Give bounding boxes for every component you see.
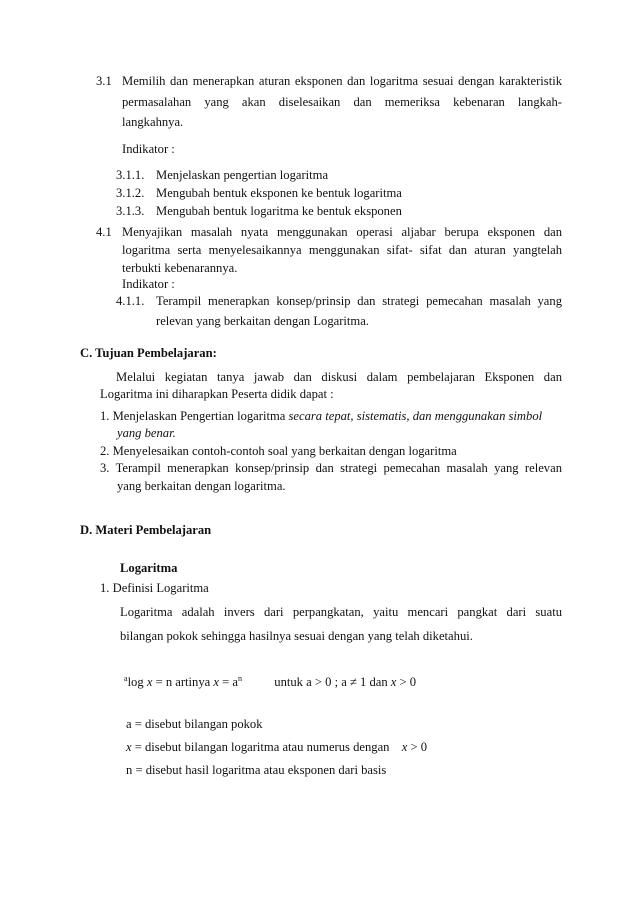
kd-3-1-line-2: permasalahan yang akan diselesaikan dan memeriksa kebenaran langkah- [122,95,562,109]
indikator-3-1-2-text: Mengubah bentuk eksponen ke bentuk logaritma [156,186,402,200]
definisi-x-var-2: x [401,740,408,754]
formula-exponent-n: n [237,674,242,683]
kd-3-1-line-3: langkahnya. [122,115,184,129]
indikator-3-1-1-number: 3.1.1. [116,168,145,182]
formula-base-a: a [124,674,128,683]
formula-condition: untuk a > 0 ; a ≠ 1 dan [274,675,388,689]
definisi-x-text: = disebut bilangan logaritma atau numerus dengan [134,740,390,754]
tujuan-item-1-line-1 [100,408,542,424]
definisi-a: a = disebut bilangan pokok [126,717,263,731]
formula-log: log [127,675,144,689]
tujuan-item-2: 2. Menyelesaikan contoh-contoh soal yang berkaitan dengan logaritma [100,444,457,458]
tujuan-item-1-text: 1. Menjelaskan Pengertian logaritma [100,409,286,423]
indikator-4-1-1-line-1: Terampil menerapkan konsep/prinsip dan strategi pemecahan masalah yang [156,294,562,308]
indikator-3-1-1-text: Menjelaskan pengertian logaritma [156,168,329,182]
formula-eq-n: = n artinya [155,675,211,689]
kd-3-1-line-1: Memilih dan menerapkan aturan eksponen dan logaritma sesuai dengan karakteristik [122,74,562,88]
indikator-3-1-3-text: Mengubah bentuk logaritma ke bentuk eksponen [156,204,402,218]
indikator-3-1-3-number: 3.1.3. [116,204,145,218]
formula-x-2: x [213,675,219,689]
definisi-line-2: bilangan pokok sehingga hasilnya sesuai dengan yang telah diketahui. [120,629,473,643]
formula-x-1: x [146,675,153,689]
section-d-subheading: Logaritma [120,561,178,575]
definisi-x [126,739,427,755]
indikator-4-1-1-number: 4.1.1. [116,294,145,308]
definisi-x-cond: > 0 [410,740,428,754]
definisi-n: n = disebut hasil logaritma atau eksponen dari basis [126,763,387,777]
kd-4-1-line-1: Menyajikan masalah nyata menggunakan operasi aljabar berupa eksponen dan [122,225,562,239]
formula-gt-zero: > 0 [399,675,417,689]
section-c-intro-line-1: Melalui kegiatan tanya jawab dan diskusi dalam pembelajaran Eksponen dan [116,370,562,384]
kd-4-1-indikator-label: Indikator : [122,277,175,291]
tujuan-item-3-line-1: 3. Terampil menerapkan konsep/prinsip dan strategi pemecahan masalah yang relevan [100,461,562,475]
kd-3-1-indikator-label: Indikator : [122,142,175,156]
section-d-heading: D. Materi Pembelajaran [80,523,212,537]
tujuan-item-1-italic: secara tepat, sistematis, dan menggunakan simbol [288,409,543,423]
kd-4-1-number: 4.1 [96,225,112,239]
tujuan-item-3-line-2: yang berkaitan dengan logaritma. [117,479,286,493]
indikator-3-1-2-number: 3.1.2. [116,186,145,200]
definisi-title: 1. Definisi Logaritma [100,581,209,595]
logarithm-formula [124,674,416,690]
tujuan-item-1-line-2: yang benar. [117,426,176,440]
formula-x-3: x [390,675,397,689]
definisi-x-var: x [126,740,132,754]
definisi-line-1: Logaritma adalah invers dari perpangkatan, yaitu mencari pangkat dari suatu [120,605,562,619]
indikator-4-1-1-line-2: relevan yang berkaitan dengan Logaritma. [156,314,369,328]
section-c-intro-line-2: Logaritma ini diharapkan Peserta didik dapat : [100,387,334,401]
section-c-heading: C. Tujuan Pembelajaran: [80,346,217,360]
kd-4-1-line-2: logaritma serta menyelesaikannya menggunakan sifat- sifat dan aturan yangtelah [122,243,562,257]
kd-4-1-line-3: terbukti kebenarannya. [122,261,238,275]
kd-3-1-number: 3.1 [96,74,112,88]
formula-eq-a: = a [222,675,238,689]
